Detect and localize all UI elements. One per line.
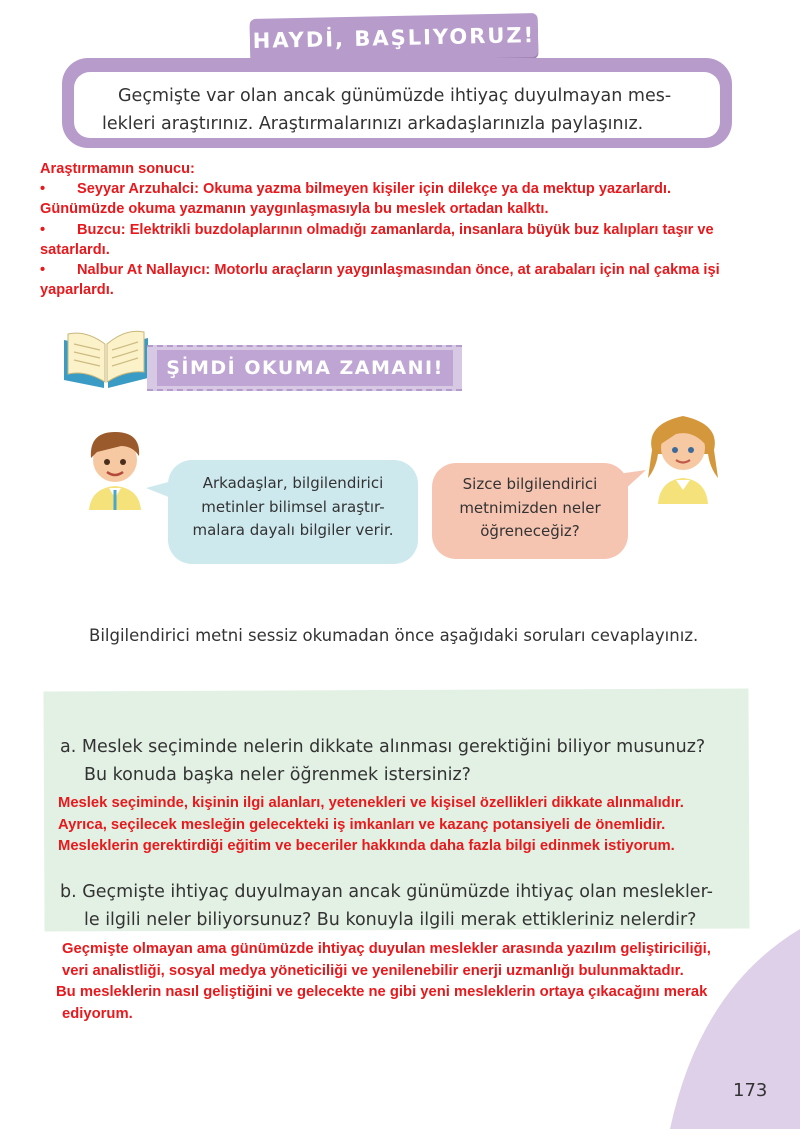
instruction-text: Bilgilendirici metni sessiz okumadan önce aşağıdaki soruları cevaplayınız.: [89, 626, 699, 645]
page-number: 173: [733, 1080, 768, 1101]
girl-character-icon: [636, 404, 730, 508]
research-line-2: Günümüzde okuma yazmanın yaygınlaşmasıyla bu meslek ortadan kalktı.: [40, 201, 549, 218]
research-heading: Araştırmamın sonucu:: [40, 161, 195, 177]
research-line-4: satarlardı.: [40, 241, 110, 258]
boy-character-icon: [75, 418, 157, 520]
research-line-3: • Buzcu: Elektrikli buzdolaplarının olmadığı zamanlarda, insanlara büyük buz kalıpları taşır ve: [40, 221, 714, 238]
reading-banner: [147, 345, 462, 391]
research-line-6: yaparlardı.: [40, 282, 114, 299]
answer-a: Meslek seçiminde, kişinin ilgi alanları, yetenekleri ve kişisel özellikleri dikkate alınmalıdır. Ayrıca, seçilecek mesleğin gelecekteki iş imkanları ve kazanç potansiyeli de önemlidir. Mesleklerin gerektirdiği eğitim ve beceriler hakkında daha fazla bilgi edinmek istiyorum.: [58, 795, 684, 854]
question-b: b. Geçmişte ihtiyaç duyulmayan ancak günümüzde ihtiyaç olan meslekler- le ilgili neler biliyorsunuz? Bu konuyla ilgili merak ettikleriniz nelerdir?: [60, 882, 713, 930]
research-result: [40, 159, 790, 300]
open-book-icon: [60, 322, 152, 392]
task-line-1: Geçmişte var olan ancak günümüzde ihtiyaç duyulmayan mes-: [118, 86, 672, 106]
task-box: [62, 58, 732, 148]
research-line-5: • Nalbur At Nallayıcı: Motorlu araçların yaygınlaşmasından önce, at arabaları için nal çakma işi: [40, 262, 720, 279]
question-a: a. Meslek seçiminde nelerin dikkate alınması gerektiğini biliyor musunuz? Bu konuda başka neler öğrenmek istersiniz?: [60, 737, 706, 785]
speech-bubble-girl: Sizce bilgilendirici metnimizden neler öğreneceğiz?: [432, 463, 628, 559]
section-banner-haydi: [250, 13, 539, 63]
answer-b: Geçmişte olmayan ama günümüzde ihtiyaç duyulan meslekler arasında yazılım geliştiriciliği, veri analistliği, sosyal medya yöneticiliği ve yenilenebilir enerji uzmanlığı bulunmaktadır. Bu mesleklerin nasıl geliştiğini ve gelecekte ne gibi yeni mesleklerin ortaya çıkacağını merak ediyorum.: [56, 941, 711, 1022]
speech-bubble-boy: Arkadaşlar, bilgilendirici metinler bilimsel araştır- malara dayalı bilgiler verir.: [168, 460, 418, 564]
section-title: HAYDİ, BAŞLIYORUZ!: [252, 23, 536, 53]
task-line-2: lekleri araştırınız. Araştırmalarınızı arkadaşlarınızla paylaşınız.: [102, 114, 644, 134]
task-text: [74, 72, 720, 138]
reading-title: ŞİMDİ OKUMA ZAMANI!: [166, 357, 444, 379]
research-line-1: • Seyyar Arzuhalci: Okuma yazma bilmeyen kişiler için dilekçe ya da mektup yazarlardı.: [40, 181, 672, 198]
